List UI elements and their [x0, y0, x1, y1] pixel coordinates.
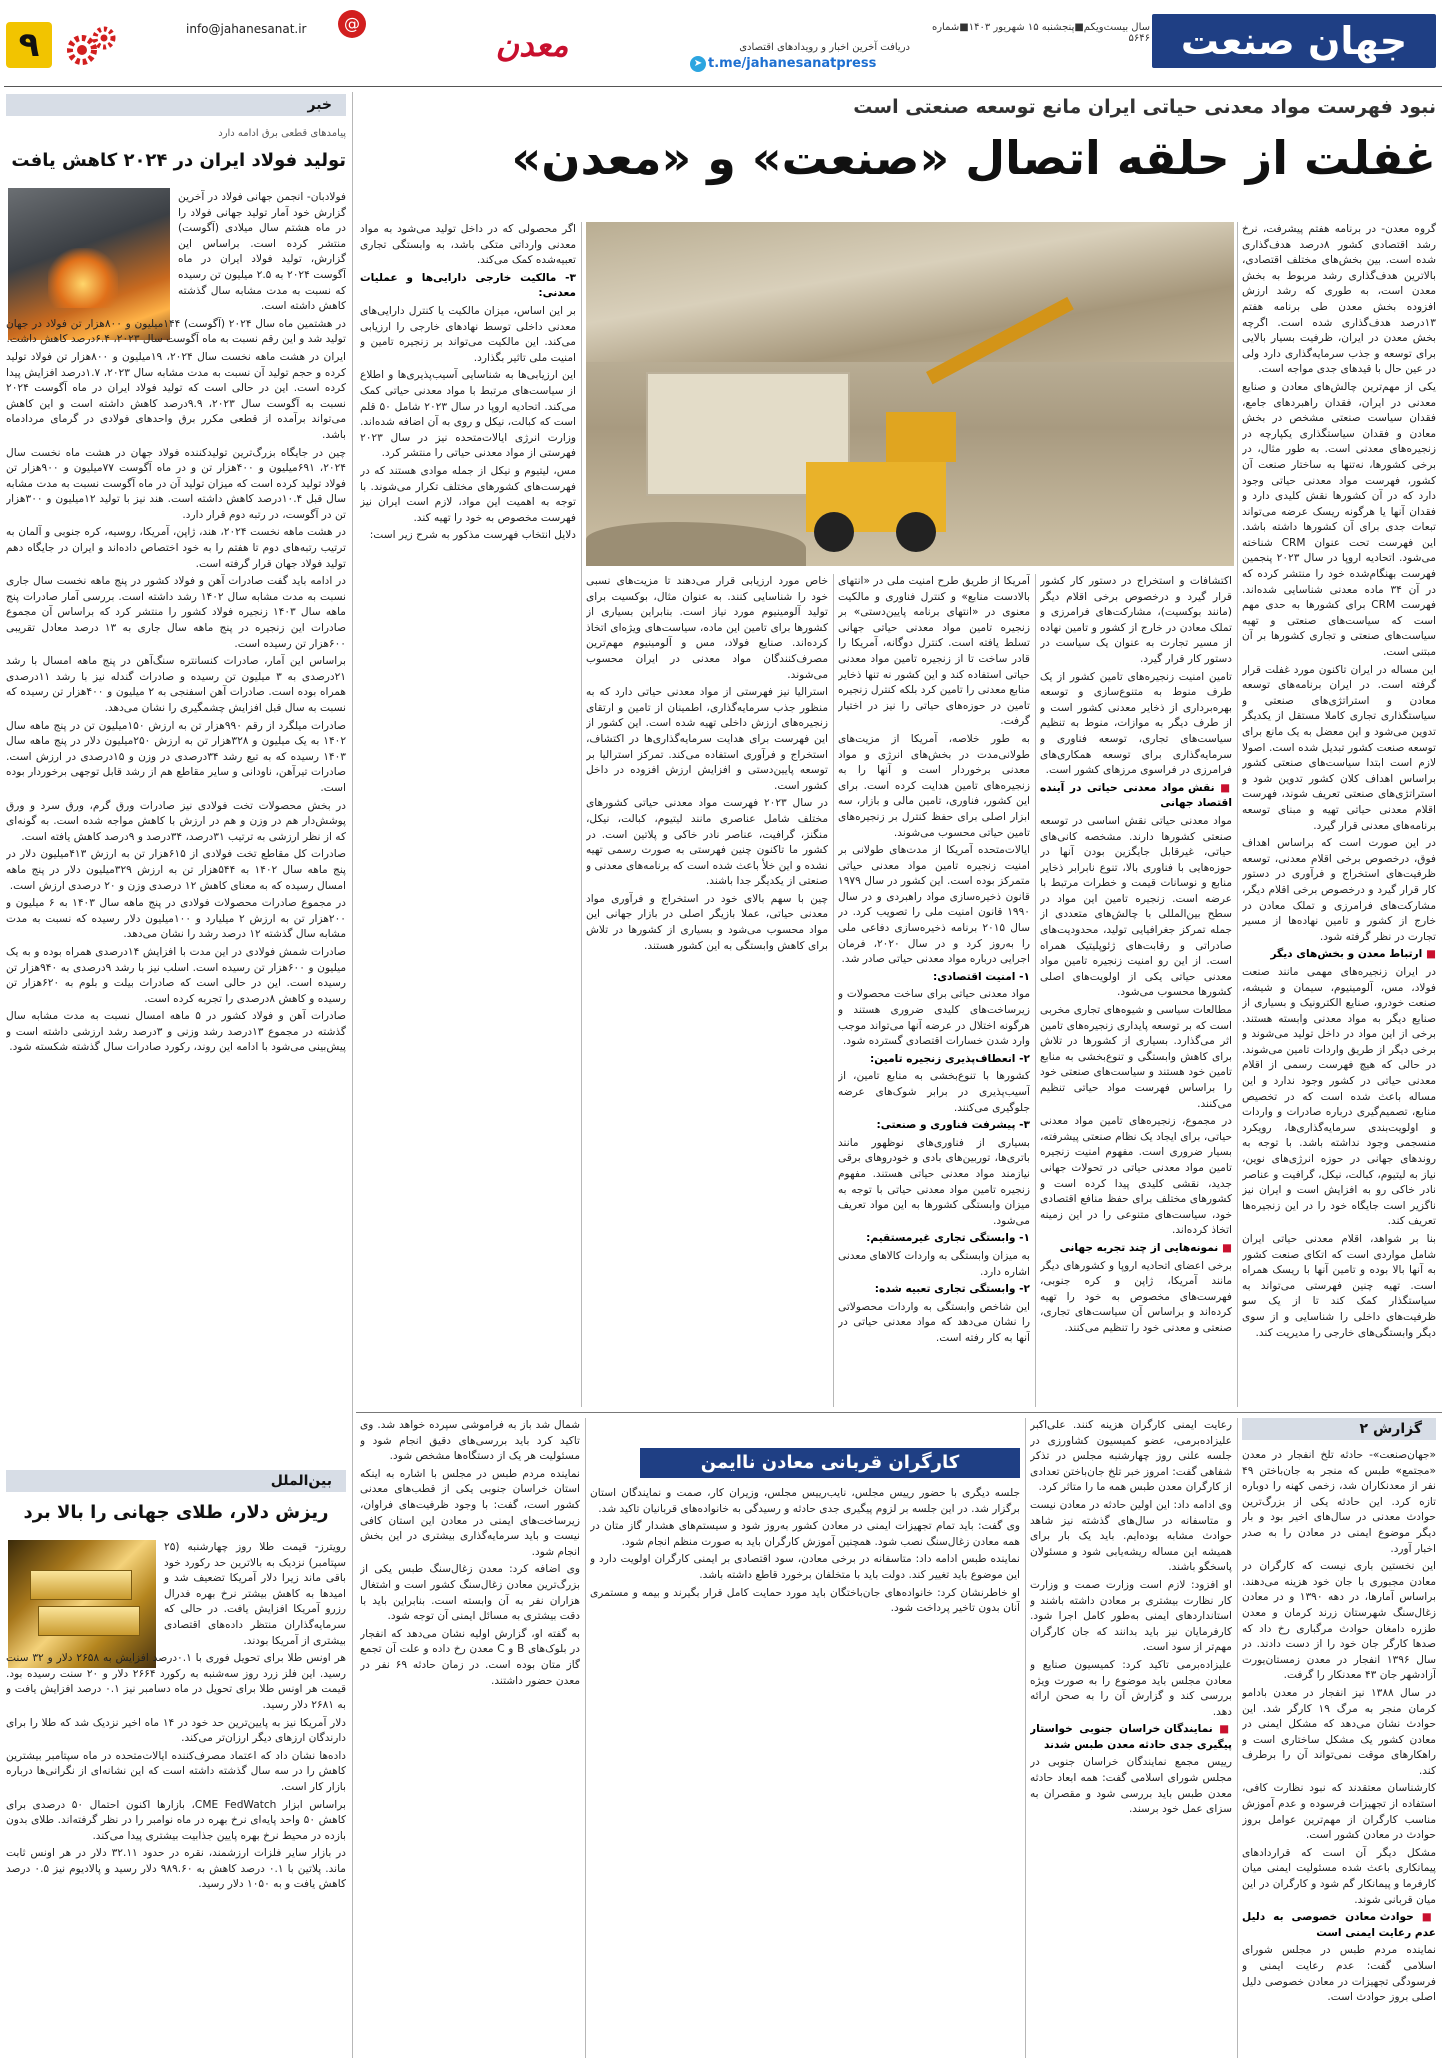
gear-icon [64, 24, 120, 70]
section-label-news: خبر [6, 94, 346, 116]
mining-photo [586, 222, 1234, 566]
section-label-intl: بین‌الملل [6, 1470, 346, 1492]
intl-body: رویترز- قیمت طلا روز چهارشنبه (۲۵ سپتامبر) نزدیک به بالاترین حد رکورد خود باقی ماند زیرا دلار آمریکا تضعیف شد و امیدها به کاهش بیشتر نرخ بهره فدرال رزرو آمریکا افزایش یافت. در حالی که سرمایه‌گذاران منتظر داده‌های اقتصادی بیشتری از آمریکا بودند. هر اونس طلا برای تحویل فوری با ۰.۱درصد افزایش به ۲۶۵۸ دلار و ۳۲ سنت رسید. این فلز زرد روز سه‌شنبه به رکورد ۲۶۶۴ دلار و ۲۰ سنت رسیده بود. قیمت هر اونس طلا برای تحویل در ماه دسامبر نیز ۰.۱ درصد افزایش یافت و به ۲۶۸۱ دلار رسید. دلار آمریکا نیز به پایین‌ترین حد خود در ۱۴ ماه اخیر نزدیک شد که طلا را برای دارندگان ارزهای دیگر ارزان‌تر می‌کند. داده‌ها نشان داد که اعتماد مصرف‌کننده ایالات‌متحده در ماه سپتامبر بیشترین کاهش را در سه سال گذشته داشته است که این نشانه‌ای از نگرانی‌ها درباره بازار کار است. براساس ابزار CME FedWatch، بازارها اکنون احتمال ۵۰ درصدی برای کاهش ۵۰ واحد پایه‌ای نرخ بهره در ماه نوامبر را در نظر گرفته‌اند. طلای بدون بازده در محیط نرخ بهره پایین جذابیت بیشتری پیدا می‌کند. در بازار سایر فلزات ارزشمند، نقره در حدود ۳۲.۱۱ دلار در هر اونس ثابت ماند. پلاتین با ۰.۱ درصد کاهش به ۹۸۹.۶۰ دلار رسید و پالادیوم نیز ۰.۵ درصد کاهش یافت و به ۱۰۵۰ دلار رسید. [6, 1541, 346, 1891]
bottom-col-2: رعایت ایمنی کارگران هزینه کنند. علی‌اکبر علیزاده‌برمی، عضو کمیسیون کشاورزی در جلسه علنی روز چهارشنبه مجلس در تذکر شفاهی گفت: امروز خبر تلخ جان‌باختن تعدادی از کارگران معدن طبس همه ما را متاثر کرد. وی ادامه داد: این اولین حادثه در معادن نیست و متاسفانه در سال‌های گذشته نیز شاهد حوادث مشابه بوده‌ایم. باید یک بار برای همیشه این مساله ریشه‌یابی شود و مسئولان پاسخگو باشند. او افزود: لازم است وزارت صمت و وزارت کار نظارت بیشتری بر معادن داشته باشند و استانداردهای ایمنی به‌طور کامل اجرا شود. کارفرمایان نیز باید بدانند که جان کارگران مهم‌تر از سود است. علیزاده‌برمی تاکید کرد: کمیسیون صنایع و معادن مجلس باید موضوع را به صورت ویژه بررسی کند و گزارش آن را به صحن ارائه دهد. ■ نمایندگان خراسان جنوبی خواستار پیگیری جدی حادثه معدن طبس شدند رییس مجمع نمایندگان خراسان جنوبی در مجلس شورای اسلامی گفت: همه ابعاد حادثه معدن طبس باید بررسی شود و مقصران به سزای عمل خود برسند. [1030, 1418, 1232, 2058]
section-name: معدن [495, 26, 569, 64]
main-col-5: اگر محصولی که در داخل تولید می‌شود به مواد معدنی وارداتی متکی باشد، به وابستگی تجاری تعبیه‌شده کمک می‌کند. ۳- مالکیت خارجی دارایی‌ها و عملیات معدنی: بر این اساس، میزان مالکیت یا کنترل دارایی‌های معدنی داخلی توسط نهادهای خارجی را ارزیابی می‌کند. این مالکیت می‌تواند بر زنجیره تامین و امنیت ملی تاثیر بگذارد. این ارزیابی‌ها به شناسایی آسیب‌پذیری‌ها و اطلاع از سیاست‌های مرتبط با مواد معدنی حیاتی کمک می‌کند. اتحادیه اروپا در سال ۲۰۲۳ شامل ۵۰ قلم است که کبالت، نیکل و روی به آن اضافه شده‌اند. وزارت انرژی ایالات‌متحده نیز در سال ۲۰۲۳ فهرستی از مواد معدنی حیاتی را منتشر کرد. مس، لیتیوم و نیکل از جمله موادی هستند که در فهرست‌های کشورهای مختلف تکرار می‌شوند. با توجه به اهمیت این مواد، لازم است ایران نیز فهرست مخصوص به خود را تهیه کند. دلایل انتخاب فهرست مذکور به شرح زیر است: [360, 223, 576, 542]
news-kicker: پیامدهای قطعی برق ادامه دارد [218, 128, 346, 139]
main-col-4: خاص مورد ارزیابی قرار می‌دهند تا مزیت‌های نسبی خود را شناسایی کنند. به عنوان مثال، بوکسیت برای تولید آلومینیوم مورد نیاز است. بنابراین بسیاری از کشورها برای تامین این ماده، سیاست‌های ویژه‌ای اتخاذ کرده‌اند. صنایع فولاد، مس و آلومینیوم مهم‌ترین مصرف‌کنندگان مواد معدنی در ایران محسوب می‌شوند. استرالیا نیز فهرستی از مواد معدنی حیاتی دارد که به منظور جذب سرمایه‌گذاری، اطمینان از تامین و ارتقای زنجیره‌های ارزش داخلی تهیه شده است. این کشور از این فهرست برای هدایت سرمایه‌گذاری‌ها در اکتشاف، استخراج و فرآوری استفاده می‌کند. تمرکز استرالیا بر توسعه پایین‌دستی و افزایش ارزش افزوده در داخل کشور است. در سال ۲۰۲۳ فهرست مواد معدنی حیاتی کشورهای مختلف شامل عناصری مانند لیتیوم، کبالت، نیکل، منگنز، گرافیت، عناصر نادر خاکی و پلاتین است. در کشور ما تاکنون چنین فهرستی به صورت رسمی تهیه نشده و این خلأ باعث شده است که برنامه‌های معدنی و صنعتی از یکدیگر جدا باشند. چین با سهم بالای خود در استخراج و فرآوری مواد معدنی حیاتی، عملا بازیگر اصلی در بازار جهانی این مواد محسوب می‌شود و بسیاری از کشورها در تلاش برای کاهش وابستگی به این کشور هستند. [586, 575, 828, 952]
telegram-icon: ➤ [690, 56, 706, 72]
main-kicker: نبود فهرست مواد معدنی حیاتی ایران مانع توسعه صنعتی است [853, 96, 1436, 118]
masthead [0, 0, 1447, 88]
bottom-col-3: جلسه دیگری با حضور رییس مجلس، نایب‌رییس مجلس، وزیران کار، صمت و نمایندگان استان برگزار شد. در این جلسه بر لزوم پیگیری جدی حادثه و رسیدگی به خانواده‌های قربانیان تاکید شد. وی گفت: باید تمام تجهیزات ایمنی در معادن کشور به‌روز شود و سیستم‌های هشدار گاز متان در همه معادن زغال‌سنگ نصب شود. همچنین آموزش کارگران باید به صورت منظم انجام شود. نماینده طبس ادامه داد: متاسفانه در برخی معادن، سود اقتصادی بر ایمنی کارگران اولویت دارد و این موضوع باید تغییر کند. دولت باید با متخلفان برخورد قاطع داشته باشد. او خاطرنشان کرد: خانواده‌های جان‌باختگان باید مورد حمایت کامل قرار بگیرند و بیمه و مستمری آنان بدون تاخیر پرداخت شود. [590, 1487, 1020, 1615]
telegram-link[interactable]: t.me/jahanesanatpress [708, 56, 877, 71]
telegram-line: دریافت آخرین اخبار و رویدادهای اقتصادی [739, 42, 910, 53]
intl-headline: ریزش دلار، طلای جهانی را بالا برد [23, 1502, 329, 1523]
main-headline: غفلت از حلقه اتصال «صنعت» و «معدن» [511, 131, 1436, 185]
issue-line: سال بیست‌ویکم■پنجشنبه ۱۵ شهریور ۱۴۰۳■شماره ۵۶۴۶ [931, 22, 1150, 44]
bottom-headline: کارگران قربانی معادن ناایمن [640, 1448, 1020, 1478]
news-body: فولادبان- انجمن جهانی فولاد در آخرین گزارش خود آمار تولید جهانی فولاد را در ماه هشتم سال میلادی (آگوست) منتشر کرده است. براساس این گزارش، تولید فولاد ایران در ماه آگوست ۲۰۲۴ به ۲.۵ میلیون تن رسیده که نسبت به مدت مشابه سال گذشته کاهش داشته است. در هشتمین ماه سال ۲۰۲۴ (آگوست) ۱۴۴میلیون و ۸۰۰هزار تن فولاد در جهان تولید شد و این رقم نسبت به ماه آگوست سال ۲۰۲۳، ۶.۴درصد کاهش داشت. ایران در هشت ماهه نخست سال ۲۰۲۴، ۱۹میلیون و ۸۰۰هزار تن فولاد تولید کرده و حجم تولید آن نسبت به مدت مشابه سال ۲۰۲۳، ۱.۷درصد افزایش پیدا کرده است. این در حالی است که تولید فولاد ایران در ماه آگوست ۲۰۲۴ نسبت به آگوست سال ۲۰۲۳، ۹.۹درصد کاهش داشته است و این کاهش می‌تواند برآمده از قطعی مکرر برق واحدهای فولادی در گرمای مردادماه باشد. چین در جایگاه بزرگ‌ترین تولیدکننده فولاد جهان در هشت ماه نخست سال ۲۰۲۴، ۶۹۱میلیون و ۴۰۰هزار تن و در ماه آگوست ۷۷میلیون و ۹۰۰هزار تن فولاد تولید کرده است که میزان تولید آن در ماه آگوست نسبت به مدت مشابه سال قبل ۱۰.۴درصد کاهش داشته است. هند نیز با تولید ۱۲میلیون و ۳۰۰هزار تن در آگوست، در رتبه دوم قرار دارد. در هشت ماهه نخست ۲۰۲۴، هند، ژاپن، آمریکا، روسیه، کره جنوبی و آلمان به ترتیب رتبه‌های دوم تا هفتم را به خود اختصاص داده‌اند و ایران در جایگاه دهم تولید فولاد جهان قرار گرفته است. در ادامه باید گفت صادرات آهن و فولاد کشور در پنج ماهه نخست سال جاری نسبت به مدت مشابه سال ۱۴۰۲ رشد داشته است. بررسی آمار صادرات پنج ماهه سال ۱۴۰۳ زنجیره فولاد کشور را منتشر کرد که براساس آن مجموع صادرات این زنجیره در پنج ماهه سال جاری به ۱۳ درصد معادل تقریبی ۶۰۰هزار تن رسیده است. براساس این آمار، صادرات کنسانتره سنگ‌آهن در پنج ماهه امسال با رشد ۲۱درصدی به ۳ میلیون تن رسیده و صادرات گندله نیز با رشد ۱۱درصدی همراه بوده است. صادرات آهن اسفنجی به ۲ میلیون و ۴۰۰هزار تن رسیده که نسبت به سال قبل افزایش چشمگیری را نشان می‌دهد. صادرات میلگرد از رقم ۹۹۰هزار تن به ارزش ۱۵۰میلیون تن در پنج ماهه سال ۱۴۰۲ به یک میلیون و ۳۲۸هزار تن به ارزش ۲۵۰میلیون دلار در پنج ماهه سال ۱۴۰۳ رسیده که به تبع رشد ۳۴درصدی در وزن و ۱۵درصدی در ارزش است. صادرات تیرآهن، ناودانی و سایر مقاطع هم از رشد قابل توجهی برخوردار بوده است. در بخش محصولات تخت فولادی نیز صادرات ورق گرم، ورق سرد و ورق پوشش‌دار هم در وزن و هم در ارزش با کاهش مواجه شده است. به گونه‌ای که از نظر ارزشی به ترتیب ۳۱درصد، ۳۴درصد و ۹درصد کاهش یافته است. صادرات کل مقاطع تخت فولادی از ۶۱۵هزار تن به ارزش ۴۱۳میلیون دلار در پنج ماهه سال ۱۴۰۲ به ۵۴۴هزار تن به ارزش ۳۲۹میلیون دلار در پنج ماهه امسال رسیده که به معنای کاهش ۱۲ درصدی وزن و ۲۰ درصدی ارزش است. در مجموع صادرات محصولات فولادی در پنج ماهه سال ۱۴۰۳ به ۶ میلیون و ۲۰۰هزار تن به ارزش ۲ میلیارد و ۱۰۰میلیون دلار رسیده که نسبت به مدت مشابه سال گذشته ۱۲ درصد رشد را نشان می‌دهد. صادرات شمش فولادی در این مدت با افزایش ۱۴درصدی همراه بوده و به یک میلیون و ۶۰۰هزار تن رسیده است. اسلب نیز با رشد ۹درصدی به ۹۴۰هزار تن رسیده است. این در حالی است که صادرات بیلت و بلوم به ۶۲۰هزار تن رسیده و کاهش ۸درصدی را تجربه کرده است. صادرات آهن و فولاد کشور در ۵ ماهه امسال نسبت به مدت مشابه سال گذشته در مجموع ۱۳درصد رشد وزنی و ۳درصد رشد ارزشی داشته است و پیش‌بینی می‌شود با ادامه این روند، رکورد صادرات سال گذشته شکسته شود. [6, 191, 346, 1054]
main-col-3: آمریکا از طریق طرح امنیت ملی در «انتهای بالادست منابع» و کنترل فناوری و مالکیت معنوی در «انتهای برنامه پایین‌دستی» بر زنجیره تامین مواد معدنی حیاتی جهانی تسلط یافته است. کنترل دوگانه، آمریکا را قادر ساخت تا از زنجیره تامین مواد معدنی حیاتی استفاده کند و این کشور نه تنها ذخایر منابع معدنی را تامین کرد بلکه کنترل زنجیره تامین در حوزه‌های حیاتی را نیز در اختیار گرفت. به طور خلاصه، آمریکا از مزیت‌های طولانی‌مدت در بخش‌های انرژی و مواد معدنی برخوردار است و آنها را به زنجیره‌های تامین هدایت کرده است. برای این کشور، فناوری، تامین مالی و بازار، سه ابزار اصلی برای حفظ کنترل بر زنجیره‌های تامین حیاتی محسوب می‌شوند. ایالات‌متحده آمریکا از مدت‌های طولانی بر امنیت زنجیره تامین مواد معدنی حیاتی متمرکز بوده است. این کشور در سال ۱۹۷۹ قانون ذخیره‌سازی مواد راهبردی و در سال ۱۹۹۰ قانون امنیت ملی را تصویب کرد. در سال ۲۰۱۵ برنامه ذخیره‌سازی دفاعی ملی را به‌روز کرد و در سال ۲۰۲۰، فرمان اجرایی درباره مواد معدنی حیاتی صادر شد. ۱- امنیت اقتصادی: مواد معدنی حیاتی برای ساخت محصولات و زیرساخت‌های کلیدی ضروری هستند و هرگونه اختلال در عرضه آنها می‌تواند موجب وارد شدن خسارات اقتصادی گسترده شود. ۲- انعطاف‌پذیری زنجیره تامین: کشورها با تنوع‌بخشی به منابع تامین، از آسیب‌پذیری در برابر شوک‌های عرضه جلوگیری می‌کنند. ۳- پیشرفت فناوری و صنعتی: بسیاری از فناوری‌های نوظهور مانند باتری‌ها، توربین‌های بادی و خودروهای برقی نیازمند مواد معدنی حیاتی هستند. مفهوم زنجیره تامین مواد معدنی حیاتی با توجه به میزان وابستگی کشورها به این مواد تعریف می‌شود. ۱- وابستگی تجاری غیرمستقیم: به میزان وابستگی به واردات کالاهای معدنی اشاره دارد. ۲- وابستگی تجاری تعبیه شده: این شاخص وابستگی به واردات محصولاتی را نشان می‌دهد که مواد معدنی حیاتی در آنها به کار رفته است. [838, 575, 1030, 1344]
logo: جهان صنعت [1152, 14, 1436, 68]
section-label-report: گزارش ۲ [1242, 1418, 1436, 1440]
bottom-col-1: «جهان‌صنعت»- حادثه تلخ انفجار در معدن «مجتمع» طبس که منجر به جان‌باختن ۴۹ نفر از معدنکاران شد، زخمی کهنه را دوباره تازه کرد. این حادثه یکی از بزرگ‌ترین حوادث معدنی در سال‌های اخیر بود و بار دیگر موضوع ایمنی در معادن را به صدر اخبار آورد. این نخستین باری نیست که کارگران در معادن مجبوری با جان خود هزینه می‌دهند. براساس آمارها، در دهه ۱۳۹۰ و در معادن زغال‌سنگ شهرستان زرند کرمان و معدن طزره دامغان حوادث مرگباری رخ داد که صدها کارگر جان خود را از دست دادند. در سال ۱۳۹۶ انفجار در معدن زمستان‌یورت آزادشهر جان ۴۳ معدنکار را گرفت. در سال ۱۳۸۸ نیز انفجار در معدن بادامو کرمان منجر به مرگ ۱۹ کارگر شد. این حوادث نشان می‌دهد که مشکل ایمنی در معادن کشور یک مشکل ساختاری است و راهکارهای موقت نمی‌تواند آن را برطرف کند. کارشناسان معتقدند که نبود نظارت کافی، استفاده از تجهیزات فرسوده و عدم آموزش مناسب کارگران از مهم‌ترین عوامل بروز حوادث در معادن کشور است. مشکل دیگر آن است که قراردادهای پیمانکاری باعث شده مسئولیت ایمنی میان کارفرما و پیمانکار گم شود و کارگران در این میان قربانی شوند. ■ حوادث معادن خصوصی به دلیل عدم رعایت ایمنی است نماینده مردم طبس در مجلس شورای اسلامی گفت: عدم رعایت ایمنی و فرسودگی تجهیزات در معادن خصوصی دلیل اصلی بروز حوادث است. [1242, 1448, 1436, 2058]
page-number: ۹ [6, 22, 52, 68]
main-col-1: گروه معدن- در برنامه هفتم پیشرفت، نرخ رشد اقتصادی کشور ۸درصد هدف‌گذاری شده است. بین بخش‌های مختلف اقتصادی، بالاترین هدف‌گذاری رشد مربوط به بخش معدن است، به طوری که رشد ارزش افزوده بخش معدن طی برنامه هفتم ۱۳درصد هدف‌گذاری شده است. اگرچه بخش معدن در ایران، ظرفیت بسیار بالایی برای توسعه و جذب سرمایه‌گذاری دارد ولی در عین حال با قیدهای جدی مواجه است. یکی از مهم‌ترین چالش‌های معادن و صنایع معدنی در ایران، فقدان راهبردهای جامع، فقدان سیاست صنعتی مشخص در بخش معادن و فقدان سیاستگذاری یکپارچه در زنجیره‌های معدنی است. به طور مثال، در برخی کشورها، نه‌تنها به ساختار صنعت آن کشور، فهرست مواد معدنی حیاتی وجود دارد که در آن کشورها نقش کلیدی دارد و فقدان آنها یا هرگونه ریسک عرضه می‌تواند تبعات جدی برای آن کشورها داشته باشد. این فهرست تحت عنوان CRM شناخته می‌شود. اتحادیه اروپا در سال ۲۰۲۳ پنجمین فهرست بهنگام‌شده خود را منتشر کرده که در آن ۳۴ ماده معدنی شناسایی شده‌اند. فهرست CRM برای کشورها به حدی مهم است که سیاست‌های صنعتی و تهیه سیاست‌های صنعتی و تجاری کشورها بر آن مبتنی است. این مساله در ایران تاکنون مورد غفلت قرار گرفته است. در ایران برنامه‌های توسعه معادن و استراتژی‌های صنعتی و سیاستگذاری تجاری کاملا مستقل از یکدیگر تدوین می‌شود و این معضل به یک مانع برای توسعه صنعت کشور تبدیل شده است. اصولا لازم است ابتدا سیاست‌های صنعتی کشور براساس اهداف کلان کشور تدوین شود و استراتژی‌های صنعتی تعریف شوند، فهرست اقلام معدنی حیاتی تهیه و مبنای توسعه برنامه‌های معدنی قرار گیرد. در این صورت است که براساس اهداف فوق، درخصوص برخی اقلام معدنی، توسعه ظرفیت‌های استخراج و فرآوری در دستور کار قرار گیرد و درخصوص برخی اقلام دیگر، مشارکت‌های فرامرزی و تملک معادن در خارج از کشور و تامین نهاده‌ها از مسیر تجارت در نظر گرفته شود. ■ ارتباط معدن و بخش‌های دیگر در ایران زنجیره‌های مهمی مانند صنعت فولاد، مس، آلومینیوم، سیمان و شیشه، صنعت خودرو، صنایع الکترونیک و بسیاری از صنایع دیگر به مواد معدنی وابسته هستند. برخی از این مواد در داخل تولید می‌شوند و برخی دیگر از طریق واردات تامین می‌شوند. در حالی که هیچ فهرست رسمی از اقلام معدنی حیاتی در کشور وجود ندارد و این مساله باعث شده است که در تخصیص منابع، تصمیم‌گیری درباره صادرات و واردات و اولویت‌بندی سرمایه‌گذاری‌ها، رویکرد منسجمی وجود نداشته باشد. با توجه به روندهای جهانی در حوزه انرژی‌های نوین، نیاز به لیتیوم، کبالت، نیکل، گرافیت و عناصر نادر خاکی رو به افزایش است و ایران نیز ناگزیر است جایگاه خود را در این زنجیره‌ها تعریف کند. بنا بر شواهد، اقلام معدنی حیاتی ایران شامل مواردی است که اتکای صنعت کشور به آنها بالا بوده و تامین آنها با ریسک همراه است. تهیه چنین فهرستی می‌تواند به سیاستگذار کمک کند تا از یک سو ظرفیت‌های داخلی را شناسایی و از سوی دیگر وابستگی‌های خارجی را مدیریت کند. [1242, 222, 1436, 1407]
email-icon: @ [338, 10, 366, 38]
email-link[interactable]: info@jahanesanat.ir [186, 22, 307, 36]
news-headline: تولید فولاد ایران در ۲۰۲۴ کاهش یافت [11, 150, 346, 171]
bottom-col-4: شمال شد باز به فراموشی سپرده خواهد شد. وی تاکید کرد باید بررسی‌های دقیق انجام شود و مسئولیت هر یک از دستگاه‌ها مشخص شود. نماینده مردم طبس در مجلس با اشاره به اینکه استان خراسان جنوبی یکی از قطب‌های معدنی کشور است، گفت: با وجود ظرفیت‌های فراوان، زیرساخت‌های ایمنی در معادن این استان کافی نیست و باید سرمایه‌گذاری بیشتری در این بخش انجام شود. وی اضافه کرد: معدن زغال‌سنگ طبس یکی از بزرگ‌ترین معادن زغال‌سنگ کشور است و اشتغال هزاران نفر به آن وابسته است. بنابراین باید با دقت بیشتری به مسائل ایمنی آن توجه شود. به گفته او، گزارش اولیه نشان می‌دهد که انفجار در بلوک‌های B و C معدن رخ داده و علت آن تجمع گاز متان بوده است. در زمان حادثه ۶۹ نفر در معدن حضور داشتند. [360, 1419, 580, 1687]
main-col-2: اکتشافات و استخراج در دستور کار کشور قرار گیرد و درخصوص برخی اقلام دیگر (مانند بوکسیت)، مشارکت‌های فرامرزی و تملک معادن در خارج از کشور و تامین نهاده از مسیر تجارت به عنوان یک سیاست در دستور کار قرار گیرد. تامین امنیت زنجیره‌های تامین کشور از یک طرف منوط به متنوع‌سازی و توسعه بهره‌برداری از ذخایر معدنی کشور است و از طرف دیگر به موازات، منوط به تنظیم سیاست‌های تجاری، توسعه فناوری و سرمایه‌گذاری برای توسعه همکاری‌های فرامرزی در فراسوی مرزهای کشور است. ■ نقش مواد معدنی حیاتی در آینده اقتصاد جهانی مواد معدنی حیاتی نقش اساسی در توسعه صنعتی کشورها دارند. مشخصه کانی‌های حیاتی، غیرقابل جایگزین بودن آنها در حوزه‌هایی با فناوری بالا، تنوع نابرابر ذخایر منابع و نوسانات قیمت و خطرات مرتبط با عرضه است. زنجیره تامین این مواد در سطح بین‌المللی با چالش‌های متعددی از جمله تمرکز جغرافیایی تولید، محدودیت‌های صادراتی و رقابت‌های ژئوپلیتیک همراه است. از این رو امنیت زنجیره تامین مواد معدنی حیاتی یکی از اولویت‌های اصلی کشورها محسوب می‌شود. مطالعات سیاسی و شیوه‌های تجاری مخربی است که بر توسعه پایداری زنجیره‌های تامین اثر می‌گذارد. بسیاری از کشورها در تلاش برای کاهش وابستگی و تنوع‌بخشی به منابع تامین خود هستند و سیاست‌های صنعتی خود را براساس فهرست مواد حیاتی تنظیم می‌کنند. در مجموع، زنجیره‌های تامین مواد معدنی حیاتی، برای ایجاد یک نظام صنعتی پیشرفته، بسیار ضروری است. مفهوم امنیت زنجیره تامین مواد معدنی حیاتی در تحولات جهانی جدید، نقشی کلیدی پیدا کرده است و کشورهای مختلف برای حفظ منافع اقتصادی خود، سیاست‌های متنوعی را در این زمینه اتخاذ کرده‌اند. ■ نمونه‌هایی از چند تجربه جهانی برخی اعضای اتحادیه اروپا و کشورهای دیگر مانند آمریکا، ژاپن و کره جنوبی، فهرست‌های مخصوص به خود را تهیه کرده‌اند و براساس آن سیاست‌های تجاری، صنعتی و معدنی خود را تنظیم می‌کنند. [1040, 574, 1232, 1407]
